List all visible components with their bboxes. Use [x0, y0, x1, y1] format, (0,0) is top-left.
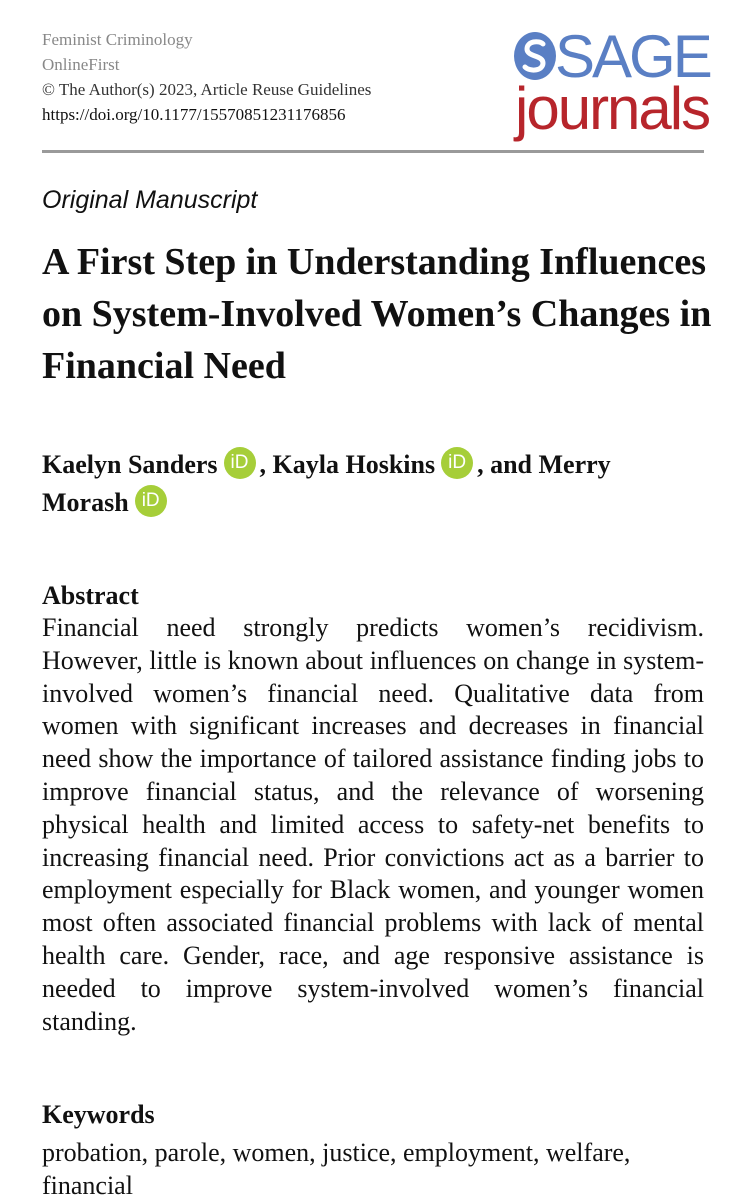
author-list	[42, 446, 702, 522]
logo-sub-text: journals	[515, 75, 710, 142]
author-separator: ,	[259, 450, 273, 479]
author-separator: , and	[477, 450, 539, 479]
author-name[interactable]: Kaelyn Sanders	[42, 450, 218, 479]
abstract-text: Financial need strongly predicts women’s recidivism. However, little is known about influences on change in system-involved women’s financial need. Qualitative data from women with significant increases and decreases in financial need show the importance of tailored assistance finding jobs to improve financial status, and the relevance of worsening physical health and limited access to safety-net benefits to increasing financial need. Prior convictions act as a barrier to employment especially for Black women, and younger women most often associated financial problems with lack of mental health care. Gender, race, and age responsive assistance is needed to improve system-involved women’s financial standing.	[42, 613, 704, 1036]
logo-brand-text: SAGE	[555, 23, 710, 90]
article-meta	[42, 27, 371, 127]
sage-journals-logo[interactable]	[512, 23, 710, 142]
header-divider	[42, 150, 704, 153]
orcid-icon[interactable]: iD	[441, 447, 473, 479]
publication-status: OnlineFirst	[42, 55, 120, 74]
keywords-heading: Keywords	[42, 1100, 155, 1129]
author-name[interactable]: Kayla Hoskins	[272, 450, 436, 479]
copyright-line[interactable]: © The Author(s) 2023, Article Reuse Guidelines	[42, 80, 372, 99]
author-name[interactable]: Merry Morash	[42, 450, 611, 517]
doi-link[interactable]: https://doi.org/10.1177/15570851231176856	[42, 105, 346, 124]
journal-name[interactable]: Feminist Criminology	[42, 30, 193, 49]
abstract-heading: Abstract	[42, 581, 139, 610]
article-title: A First Step in Understanding Influences on System-Involved Women’s Changes in Financial Need	[42, 241, 712, 387]
orcid-icon[interactable]: iD	[224, 447, 256, 479]
orcid-icon[interactable]: iD	[135, 485, 167, 517]
keywords-list: probation, parole, women, justice, employment, welfare, financial	[42, 1138, 631, 1200]
article-type: Original Manuscript	[42, 186, 258, 214]
